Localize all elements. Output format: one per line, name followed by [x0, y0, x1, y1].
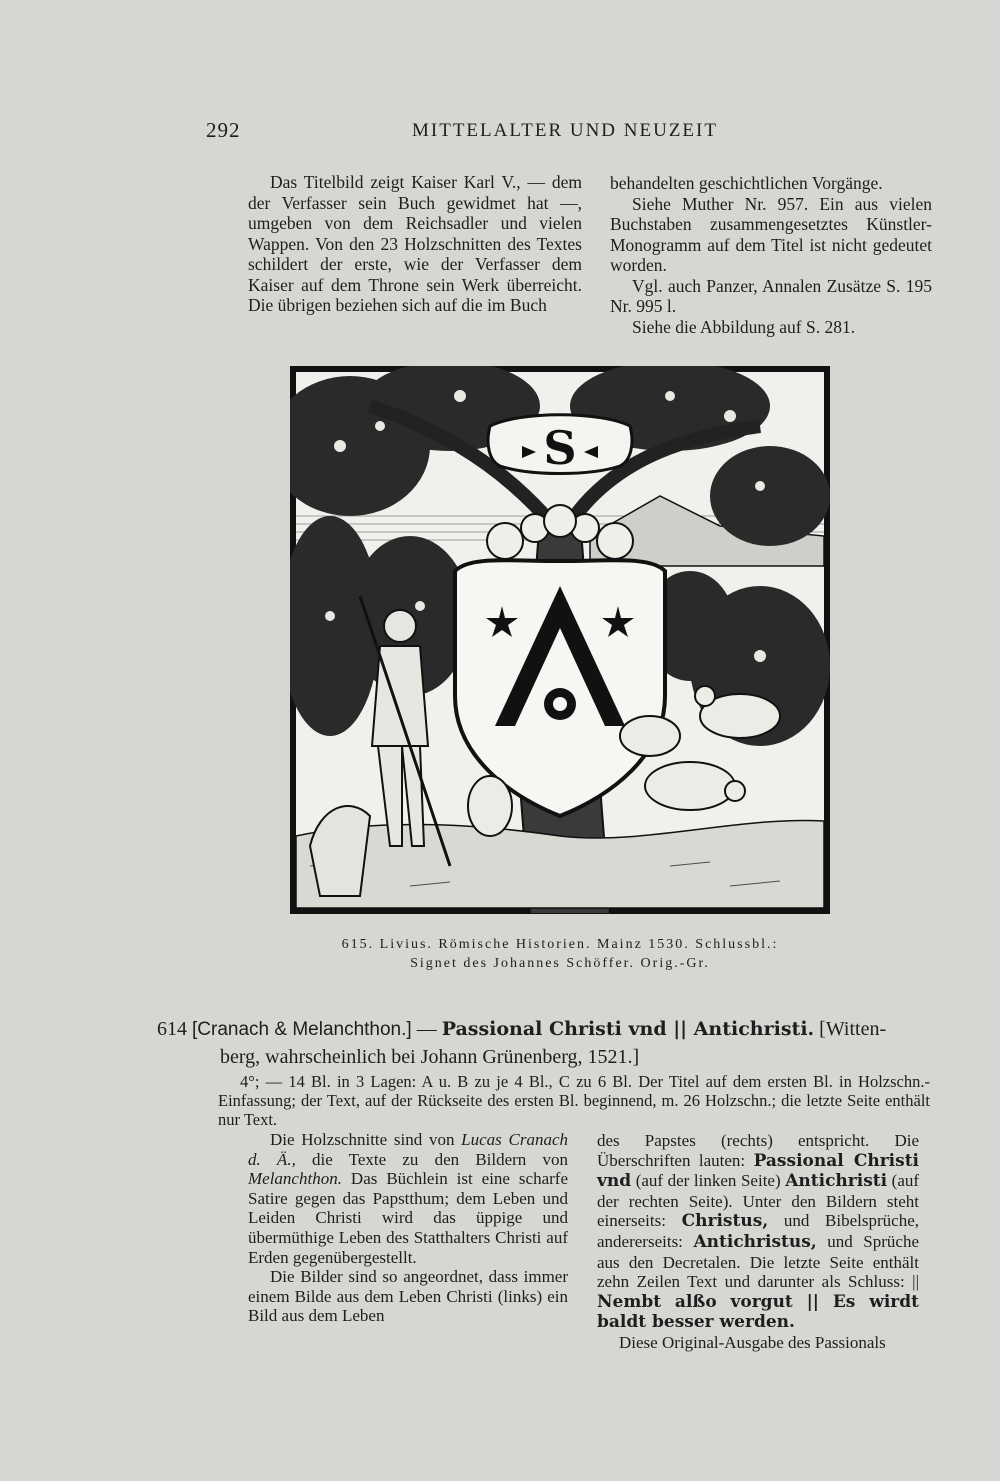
blackletter-text: Nembt alßo vorgut || Es wirdt baldt besser werden.	[597, 1291, 919, 1333]
entry-imprint: [Witten-	[819, 1018, 887, 1040]
blackletter-text: Antichristi	[785, 1171, 888, 1192]
text-run: des Papstes (rechts) entspricht. Die Überschriften lauten:	[597, 1131, 919, 1170]
paragraph: Diese Original-Ausgabe des Passionals	[619, 1332, 886, 1352]
bottom-right-column	[597, 1131, 919, 1353]
top-right-column	[610, 173, 932, 337]
entry-title: Passional Christi vnd || Antichristi.	[441, 1018, 815, 1040]
page-header	[206, 118, 736, 148]
top-left-column	[248, 172, 582, 316]
paragraph: Siehe Muther Nr. 957. Ein aus vielen Buchstaben zusammengesetztes Künstler-Monogramm auf dem Titel ist nicht gedeutet worden.	[610, 193, 932, 275]
text-run: Die Holzschnitte sind von	[270, 1130, 455, 1149]
woodcut-illustration	[290, 366, 830, 914]
paragraph	[597, 1131, 919, 1333]
entry-number: 614	[157, 1018, 187, 1040]
entry-heading	[157, 1015, 937, 1044]
bottom-left-column	[248, 1130, 568, 1326]
caption-line: 615. Livius. Römische Historien. Mainz 1530. Schlussbl.:	[341, 937, 779, 952]
entry-dash: —	[416, 1018, 437, 1040]
blackletter-text: Antichristus,	[693, 1231, 817, 1252]
paragraph: Die Bilder sind so angeordnet, dass immer einem Bilde aus dem Leben Christi (links) ein Bild aus dem Leben	[248, 1267, 568, 1326]
running-title: MITTELALTER UND NEUZEIT	[412, 120, 718, 141]
paragraph: Das Titelbild zeigt Kaiser Karl V., — dem der Verfasser sein Buch gewidmet hat —, umgeben von dem Reichsadler und vielen Wappen. Von den 23 Holzschnitten des Textes schildert der erste, wie der Verfasser dem Kaiser auf dem Throne sein Werk überreicht. Die übrigen beziehen sich auf die im Buch	[248, 172, 582, 315]
text-run: (auf der rechten Seite). Unter den Bildern steht einerseits:	[597, 1171, 920, 1231]
entry-imprint-line: berg, wahrscheinlich bei Johann Grünenberg, 1521.]	[220, 1046, 640, 1068]
blackletter-text: Passional Christi vnd	[597, 1150, 919, 1192]
caption-line: Signet des Johannes Schöffer. Orig.-Gr.	[410, 956, 710, 971]
paragraph: Siehe die Abbildung auf S. 281.	[632, 316, 856, 337]
figure-caption	[270, 935, 850, 973]
author-name: Melanchthon.	[248, 1169, 342, 1189]
entry-author: [Cranach & Melanchthon.]	[192, 1019, 412, 1040]
artist-name: Lucas Cranach d. Ä.,	[248, 1130, 569, 1169]
text-run: (auf der linken Seite)	[635, 1171, 781, 1191]
paragraph: Vgl. auch Panzer, Annalen Zusätze S. 195 Nr. 995 l.	[610, 275, 932, 316]
text-run: Das Büchlein ist eine scharfe Satire gegen das Papstthum; dem Leben und Leiden Christi wird das üppige und übermüthige Leben des Statthalters Christi auf Erden gegenübergestellt.	[248, 1169, 569, 1267]
page-number: 292	[206, 118, 241, 142]
paragraph: 4°; — 14 Bl. in 3 Lagen: A u. B zu je 4 Bl., C zu 6 Bl. Der Titel auf dem ersten Bl. in Holzschn.-Einfassung; der Text, auf der Rückseite des ersten Bl. beginnend, m. 26 Holzschn.; die letzte Seite enthält nur Text.	[218, 1072, 930, 1129]
text-run: und Sprüche aus den Decretalen. Die letzte Seite enthält zehn Zeilen Text und darunter als Schluss: ||	[597, 1231, 920, 1292]
cartouche-letter: S	[543, 421, 577, 475]
text-run: und Bibelsprüche, andererseits:	[597, 1211, 920, 1251]
paragraph: behandelten geschichtlichen Vorgänge.	[610, 173, 883, 193]
entry-collation	[218, 1072, 930, 1129]
paragraph	[248, 1130, 568, 1267]
text-run: die Texte zu den Bildern von	[312, 1149, 568, 1169]
blackletter-text: Christus,	[681, 1211, 769, 1232]
